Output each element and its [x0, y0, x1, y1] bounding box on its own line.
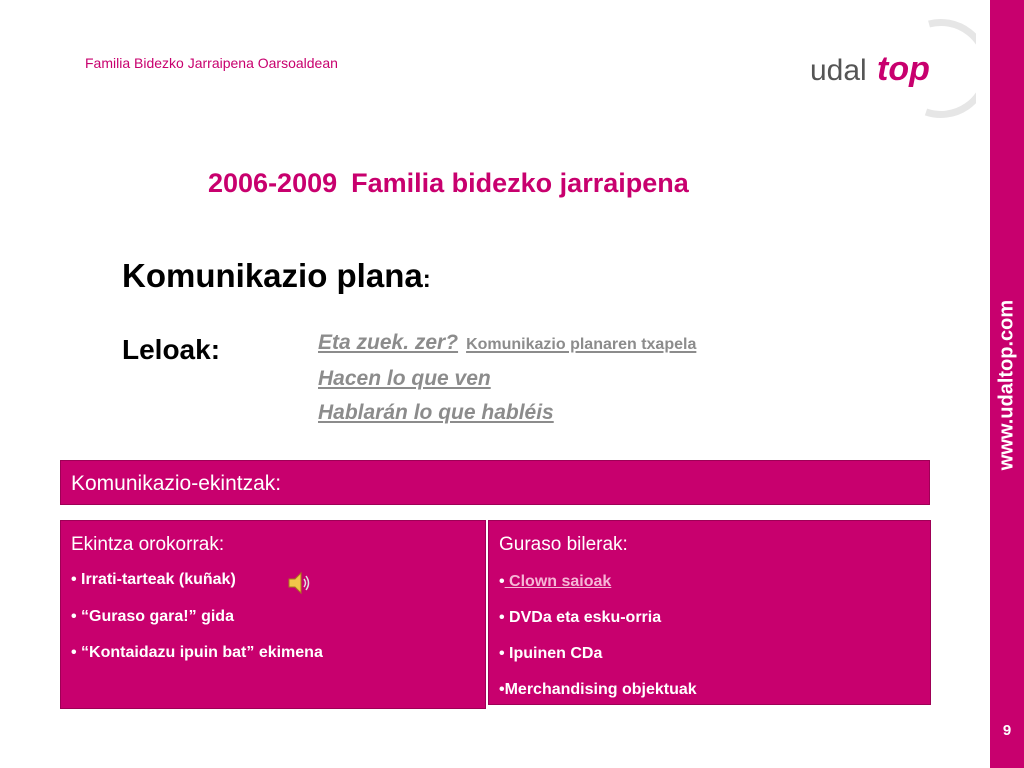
slogan-link-2[interactable]: Hacen lo que ven — [318, 367, 491, 390]
slogan-link-3[interactable]: Hablarán lo que habléis — [318, 401, 554, 424]
clown-sessions-link[interactable]: Clown saioak — [504, 573, 612, 590]
parent-meeting-item-cd: • Ipuinen CDa — [499, 645, 603, 662]
actions-header-bar — [60, 460, 930, 505]
logo-text-top: top — [877, 50, 930, 88]
side-url-container — [990, 0, 1024, 768]
header-title: Familia Bidezko Jarraipena Oarsoaldean — [85, 55, 338, 71]
actions-header-text: Komunikazio-ekintzak: — [71, 472, 282, 495]
logo-text-udal: udal — [810, 54, 867, 87]
general-action-item-guide: • “Guraso gara!” gida — [71, 608, 234, 625]
speaker-icon[interactable] — [287, 570, 313, 596]
slide-title — [208, 168, 689, 199]
slide-title-years: 2006-2009 — [208, 168, 338, 198]
general-actions-title: Ekintza orokorrak: — [71, 534, 225, 555]
parent-meetings-box — [488, 520, 931, 705]
slogans-list — [318, 326, 696, 430]
parent-meeting-item-dvd: • DVDa eta esku-orria — [499, 609, 662, 626]
parent-meeting-item-clown — [499, 573, 611, 591]
general-actions-box — [60, 520, 486, 709]
slogan-link-1-text: Eta zuek. zer? — [318, 331, 459, 354]
udaltop-logo-graphic — [806, 16, 976, 120]
section-title-text: Komunikazio plana — [122, 257, 423, 294]
parent-meeting-item-merch: •Merchandising objektuak — [499, 681, 697, 698]
parent-meeting-bullet: • — [499, 573, 505, 590]
slide-title-text: Familia bidezko jarraipena — [351, 168, 689, 198]
slogan-link-1-note: Komunikazio planaren txapela — [466, 336, 697, 353]
parent-meetings-title: Guraso bilerak: — [499, 534, 628, 555]
slogan-link-1[interactable] — [318, 326, 696, 362]
side-url[interactable]: www.udaltop.com — [995, 299, 1018, 471]
general-action-item-story: • “Kontaidazu ipuin bat” ekimena — [71, 644, 323, 661]
section-title-colon: : — [422, 266, 431, 293]
general-action-item-radio: • Irrati-tarteak (kuñak) — [71, 571, 236, 588]
page-number: 9 — [1002, 722, 1012, 739]
section-title — [122, 257, 431, 295]
slogans-label: Leloak: — [122, 334, 221, 365]
udaltop-logo[interactable] — [806, 16, 976, 120]
